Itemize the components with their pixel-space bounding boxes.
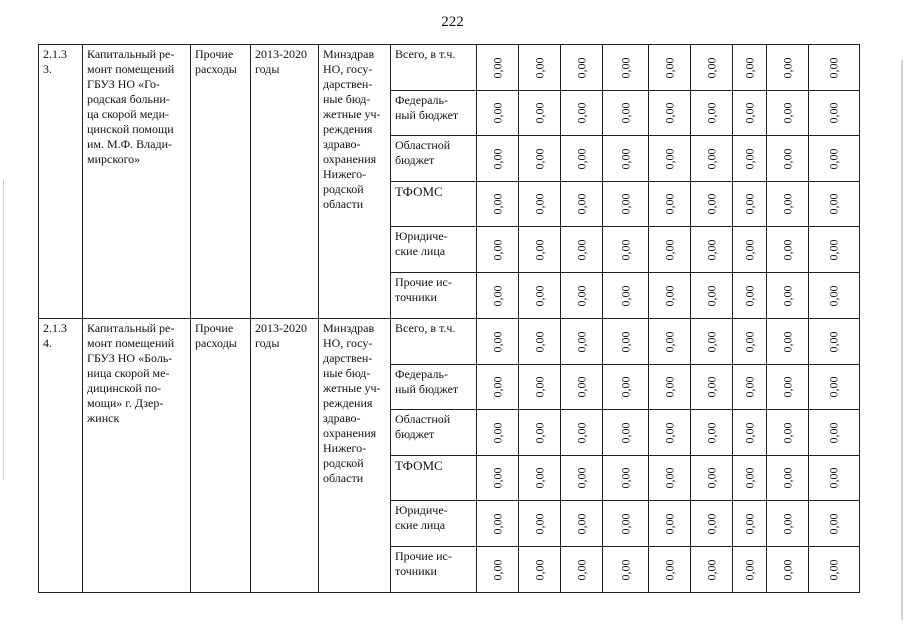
amount-cell [733,45,767,91]
amount-value: 0,00 [742,102,756,124]
amount-cell [561,182,603,227]
amount-value: 0,00 [574,57,588,78]
amount-cell [733,91,767,136]
amount-value: 0,00 [618,331,632,352]
amount-value: 0,00 [574,193,588,215]
amount-value: 0,00 [662,513,676,534]
amount-value: 0,00 [704,376,718,398]
item-period: 2013-2020 годы [251,45,319,319]
amount-value: 0,00 [780,376,794,398]
amount-cell [561,456,603,501]
amount-cell [767,45,809,91]
amount-cell [691,456,733,501]
amount-value: 0,00 [532,559,546,580]
amount-cell [603,182,649,227]
amount-value: 0,00 [490,559,504,580]
amount-cell [561,365,603,410]
amount-value: 0,00 [618,422,632,443]
expense-type: Прочие расходы [191,45,251,319]
amount-value: 0,00 [532,148,546,169]
amount-cell [809,547,860,593]
amount-value: 0,00 [574,148,588,169]
funding-source: ТФОМС [391,456,477,501]
amount-cell [603,227,649,273]
amount-cell [733,456,767,501]
amount-cell [477,319,519,365]
funding-source: Юридиче- ские лица [391,227,477,273]
amount-value: 0,00 [662,285,676,306]
amount-value: 0,00 [618,193,632,215]
amount-value: 0,00 [490,376,504,398]
amount-cell [733,365,767,410]
amount-cell [603,365,649,410]
amount-cell [733,501,767,547]
amount-value: 0,00 [826,331,841,352]
amount-cell [603,501,649,547]
amount-cell [519,501,561,547]
item-number: 2.1.3 4. [39,319,83,593]
amount-value: 0,00 [826,57,841,78]
amount-cell [809,365,860,410]
amount-cell [519,273,561,319]
amount-value: 0,00 [662,102,676,124]
budget-table [38,44,860,593]
amount-cell [477,410,519,456]
amount-value: 0,00 [490,285,504,306]
amount-value: 0,00 [662,193,676,215]
amount-value: 0,00 [574,102,588,124]
amount-value: 0,00 [742,559,756,580]
amount-cell [733,547,767,593]
funding-source: Федераль- ный бюджет [391,365,477,410]
amount-value: 0,00 [490,239,504,260]
amount-cell [649,182,691,227]
amount-value: 0,00 [742,285,756,306]
amount-cell [767,547,809,593]
amount-cell [477,91,519,136]
amount-value: 0,00 [618,102,632,124]
amount-value: 0,00 [574,331,588,352]
amount-value: 0,00 [574,376,588,398]
amount-value: 0,00 [742,331,756,352]
amount-cell [809,91,860,136]
amount-value: 0,00 [618,148,632,169]
amount-cell [691,319,733,365]
amount-value: 0,00 [662,376,676,398]
amount-value: 0,00 [704,193,718,215]
amount-value: 0,00 [780,513,794,534]
amount-cell [691,547,733,593]
amount-value: 0,00 [780,467,794,489]
amount-cell [767,410,809,456]
amount-cell [649,136,691,182]
amount-cell [519,319,561,365]
amount-cell [477,365,519,410]
amount-cell [603,273,649,319]
amount-value: 0,00 [704,559,718,580]
amount-value: 0,00 [618,57,632,78]
table-row [39,319,860,365]
amount-value: 0,00 [532,376,546,398]
amount-value: 0,00 [704,467,718,489]
amount-value: 0,00 [618,513,632,534]
amount-value: 0,00 [574,467,588,489]
amount-cell [561,273,603,319]
amount-value: 0,00 [826,285,841,306]
amount-value: 0,00 [532,467,546,489]
amount-cell [767,365,809,410]
amount-cell [519,136,561,182]
amount-cell [649,501,691,547]
amount-value: 0,00 [574,239,588,260]
amount-value: 0,00 [742,239,756,260]
amount-value: 0,00 [532,102,546,124]
funding-source: Юридиче- ские лица [391,501,477,547]
item-executor: Минздрав НО, госу- дарствен- ные бюд- жетные уч- реждения здраво- охранения Нижего- родской области [319,319,391,593]
amount-cell [649,319,691,365]
amount-value: 0,00 [780,148,794,169]
amount-cell [809,273,860,319]
amount-value: 0,00 [574,422,588,443]
amount-value: 0,00 [662,148,676,169]
amount-cell [767,182,809,227]
amount-value: 0,00 [704,57,718,78]
amount-cell [767,319,809,365]
amount-value: 0,00 [826,376,841,398]
amount-value: 0,00 [618,467,632,489]
amount-cell [733,136,767,182]
amount-value: 0,00 [826,467,841,489]
amount-cell [733,182,767,227]
amount-cell [691,501,733,547]
amount-value: 0,00 [826,422,841,443]
amount-cell [477,227,519,273]
amount-cell [519,182,561,227]
amount-value: 0,00 [826,148,841,169]
amount-value: 0,00 [532,193,546,215]
amount-cell [767,273,809,319]
amount-value: 0,00 [532,57,546,78]
amount-value: 0,00 [574,513,588,534]
amount-value: 0,00 [490,331,504,352]
amount-cell [691,410,733,456]
amount-value: 0,00 [742,513,756,534]
amount-value: 0,00 [490,513,504,534]
funding-source: Прочие ис- точники [391,547,477,593]
table-row [39,45,860,91]
amount-cell [691,273,733,319]
amount-cell [809,456,860,501]
amount-cell [603,456,649,501]
amount-value: 0,00 [662,239,676,260]
amount-value: 0,00 [780,102,794,124]
item-period: 2013-2020 годы [251,319,319,593]
amount-cell [477,273,519,319]
amount-cell [733,410,767,456]
amount-cell [767,227,809,273]
item-name: Капитальный ре- монт помещений ГБУЗ НО «Боль- ница скорой ме- дицинской по- мощи» г. Дзер- жинск [83,319,191,593]
amount-cell [691,227,733,273]
amount-value: 0,00 [704,422,718,443]
amount-cell [767,136,809,182]
amount-cell [809,319,860,365]
expense-type: Прочие расходы [191,319,251,593]
amount-value: 0,00 [780,193,794,215]
amount-value: 0,00 [662,331,676,352]
amount-value: 0,00 [574,559,588,580]
amount-cell [519,410,561,456]
amount-value: 0,00 [780,331,794,352]
amount-value: 0,00 [618,559,632,580]
amount-cell [767,456,809,501]
amount-value: 0,00 [704,102,718,124]
amount-value: 0,00 [662,559,676,580]
amount-cell [733,273,767,319]
amount-cell [477,456,519,501]
funding-source: Федераль- ный бюджет [391,91,477,136]
amount-cell [477,45,519,91]
amount-cell [809,227,860,273]
amount-value: 0,00 [780,285,794,306]
amount-value: 0,00 [618,285,632,306]
amount-value: 0,00 [704,331,718,352]
amount-value: 0,00 [742,467,756,489]
amount-cell [519,45,561,91]
amount-cell [561,227,603,273]
amount-cell [691,45,733,91]
amount-value: 0,00 [618,239,632,260]
funding-source: ТФОМС [391,182,477,227]
amount-value: 0,00 [780,239,794,260]
amount-cell [733,319,767,365]
amount-cell [603,136,649,182]
amount-value: 0,00 [826,559,841,580]
amount-cell [603,547,649,593]
amount-value: 0,00 [780,57,794,78]
amount-value: 0,00 [704,239,718,260]
amount-value: 0,00 [490,57,504,78]
amount-value: 0,00 [532,513,546,534]
amount-cell [561,91,603,136]
amount-value: 0,00 [742,422,756,443]
amount-cell [691,182,733,227]
amount-cell [767,91,809,136]
amount-value: 0,00 [780,559,794,580]
amount-cell [603,91,649,136]
amount-cell [691,91,733,136]
amount-cell [477,182,519,227]
page-number: 222 [441,14,464,30]
item-executor: Минздрав НО, госу- дарствен- ные бюд- жетные уч- реждения здраво- охранения Нижего- родской области [319,45,391,319]
amount-value: 0,00 [532,422,546,443]
amount-cell [477,547,519,593]
funding-source: Всего, в т.ч. [391,319,477,365]
amount-cell [809,410,860,456]
amount-value: 0,00 [826,239,841,260]
amount-cell [649,456,691,501]
funding-source: Всего, в т.ч. [391,45,477,91]
amount-value: 0,00 [826,193,841,215]
amount-value: 0,00 [704,148,718,169]
amount-cell [809,182,860,227]
amount-value: 0,00 [780,422,794,443]
amount-value: 0,00 [490,193,504,215]
amount-cell [519,91,561,136]
amount-value: 0,00 [662,422,676,443]
amount-cell [477,501,519,547]
amount-value: 0,00 [662,57,676,78]
funding-source: Прочие ис- точники [391,273,477,319]
amount-cell [603,45,649,91]
amount-cell [561,547,603,593]
amount-cell [649,547,691,593]
amount-value: 0,00 [490,148,504,169]
scan-edge-left [3,180,4,480]
amount-cell [477,136,519,182]
amount-cell [649,91,691,136]
amount-value: 0,00 [742,148,756,169]
amount-cell [809,45,860,91]
amount-value: 0,00 [742,193,756,215]
amount-cell [809,136,860,182]
amount-value: 0,00 [490,467,504,489]
amount-cell [809,501,860,547]
amount-cell [561,136,603,182]
amount-cell [561,45,603,91]
amount-value: 0,00 [574,285,588,306]
amount-value: 0,00 [490,102,504,124]
amount-cell [603,410,649,456]
amount-value: 0,00 [618,376,632,398]
amount-value: 0,00 [742,376,756,398]
amount-cell [649,227,691,273]
amount-cell [519,547,561,593]
scan-edge-right [901,60,903,620]
amount-value: 0,00 [826,102,841,124]
amount-cell [733,227,767,273]
item-number: 2.1.3 3. [39,45,83,319]
amount-cell [519,456,561,501]
amount-value: 0,00 [826,513,841,534]
amount-cell [519,365,561,410]
amount-value: 0,00 [490,422,504,443]
funding-source: Областной бюджет [391,136,477,182]
item-name: Капитальный ре- монт помещений ГБУЗ НО «Го- родская больни- ца скорой меди- цинской помощи им. М.Ф. Влади- мирского» [83,45,191,319]
amount-cell [649,410,691,456]
amount-cell [561,319,603,365]
amount-value: 0,00 [662,467,676,489]
amount-value: 0,00 [532,331,546,352]
amount-value: 0,00 [532,239,546,260]
amount-cell [691,136,733,182]
funding-source: Областной бюджет [391,410,477,456]
amount-cell [561,501,603,547]
amount-cell [649,365,691,410]
amount-cell [767,501,809,547]
amount-cell [691,365,733,410]
amount-cell [649,273,691,319]
amount-value: 0,00 [742,57,756,78]
amount-value: 0,00 [532,285,546,306]
amount-cell [603,319,649,365]
amount-cell [519,227,561,273]
amount-cell [561,410,603,456]
amount-value: 0,00 [704,513,718,534]
amount-value: 0,00 [704,285,718,306]
amount-cell [649,45,691,91]
